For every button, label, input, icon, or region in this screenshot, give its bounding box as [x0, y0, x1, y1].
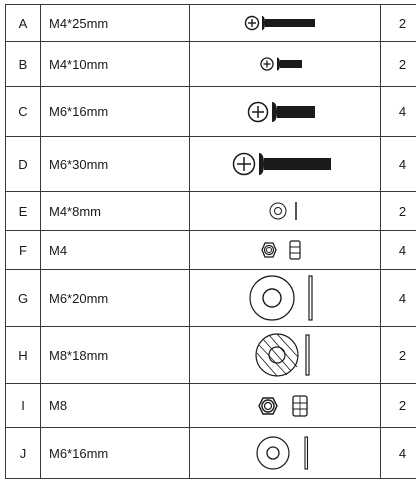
part-spec: M6*16mm [41, 87, 190, 137]
table-row [6, 327, 416, 384]
part-quantity: 4 [381, 87, 416, 137]
hex-nut-large-icon [255, 392, 315, 420]
table-row [6, 5, 416, 42]
part-quantity: 4 [381, 137, 416, 192]
washer-large-icon [248, 274, 322, 322]
part-id: E [6, 192, 41, 231]
part-spec: M6*20mm [41, 270, 190, 327]
washer-small-icon [268, 201, 302, 221]
part-spec: M4*8mm [41, 192, 190, 231]
table-row [6, 384, 416, 428]
part-spec: M4*25mm [41, 5, 190, 42]
part-quantity: 2 [381, 192, 416, 231]
screw-long-icon [233, 152, 337, 176]
part-id: B [6, 42, 41, 87]
part-id: A [6, 5, 41, 42]
table-row [6, 428, 416, 479]
part-id: D [6, 137, 41, 192]
part-quantity: 2 [381, 384, 416, 428]
screw-short-icon [260, 56, 310, 72]
part-spec: M8*18mm [41, 327, 190, 384]
part-quantity: 4 [381, 231, 416, 270]
part-quantity: 2 [381, 5, 416, 42]
screw-thick-icon [248, 101, 322, 123]
table-row [6, 270, 416, 327]
table-row [6, 42, 416, 87]
part-spec: M6*30mm [41, 137, 190, 192]
screw-medium-icon [245, 15, 325, 31]
part-quantity: 4 [381, 270, 416, 327]
table-row [6, 231, 416, 270]
part-quantity: 4 [381, 428, 416, 479]
spring-washer-icon [255, 331, 315, 379]
part-id: F [6, 231, 41, 270]
part-id: C [6, 87, 41, 137]
table-row [6, 137, 416, 192]
part-spec: M6*16mm [41, 428, 190, 479]
part-quantity: 2 [381, 42, 416, 87]
part-id: I [6, 384, 41, 428]
table-row [6, 192, 416, 231]
part-spec: M4 [41, 231, 190, 270]
part-id: J [6, 428, 41, 479]
part-spec: M4*10mm [41, 42, 190, 87]
hex-nut-small-icon [260, 238, 310, 262]
part-quantity: 2 [381, 327, 416, 384]
part-id: G [6, 270, 41, 327]
part-spec: M8 [41, 384, 190, 428]
hardware-parts-table [5, 4, 416, 479]
part-id: H [6, 327, 41, 384]
table-row [6, 87, 416, 137]
washer-medium-icon [255, 435, 315, 471]
